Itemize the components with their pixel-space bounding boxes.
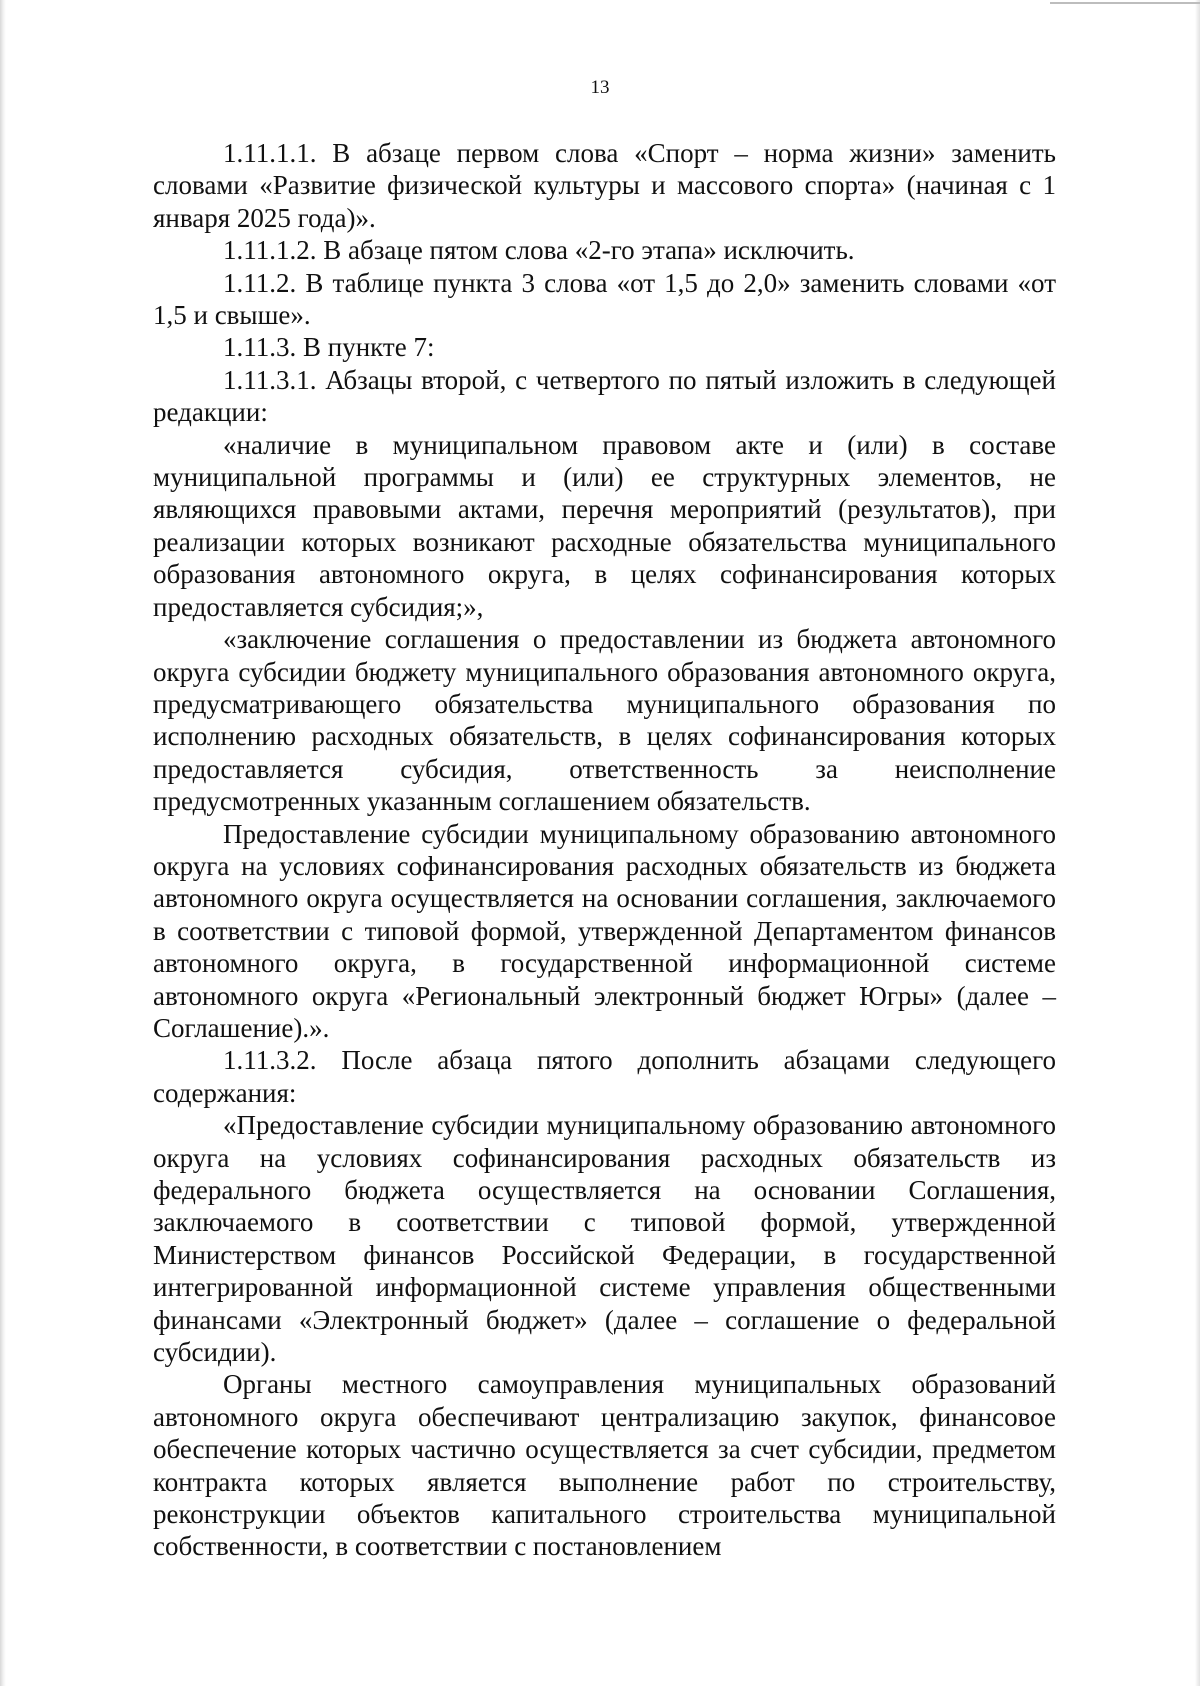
quoted-paragraph-agreement: «заключение соглашения о предоставлении из бюджета автономного округа субсидии бюджету муниципального образования автономного округа, предусматривающего обязательства муниципального образования по исполнению расходных обязательств, в целях софинансирования которых предоставляется субсидия, ответственность за неисполнение предусмотренных указанным соглашением обязательств. xyxy=(153,624,1056,817)
scan-top-edge-mark xyxy=(1050,2,1200,4)
scan-left-edge xyxy=(0,0,6,1686)
quoted-paragraph-subsidy-regional: Предоставление субсидии муниципальному образованию автономного округа на условиях софинансирования расходных обязательств из бюджета автономного округа осуществляется на основании соглашения, заключаемого в соответствии с типовой формой, утвержденной Департаментом финансов автономного округа, в государственной информационной системе автономного округа «Региональный электронный бюджет Югры» (далее – Соглашение).». xyxy=(153,818,1056,1043)
document-body xyxy=(153,137,1056,1563)
quoted-paragraph-procurement: Органы местного самоуправления муниципальных образований автономного округа обеспечивают централизацию закупок, финансовое обеспечение которых частично осуществляется за счет субсидии, предметом контракта которых является выполнение работ по строительству, реконструкции объектов капитального строительства муниципальной собственности, в соответствии с постановлением xyxy=(153,1369,1056,1562)
scan-right-edge xyxy=(1195,0,1200,1686)
paragraph-1-11-2: 1.11.2. В таблице пункта 3 слова «от 1,5 до 2,0» заменить словами «от 1,5 и свыше». xyxy=(153,267,1056,331)
paragraph-1-11-3: 1.11.3. В пункте 7: xyxy=(223,332,435,363)
paragraph-1-11-3-1: 1.11.3.1. Абзацы второй, с четвертого по пятый изложить в следующей редакции: xyxy=(153,364,1056,428)
page-number: 13 xyxy=(590,77,610,98)
paragraph-1-11-3-2: 1.11.3.2. После абзаца пятого дополнить абзацами следующего содержания: xyxy=(153,1045,1056,1108)
quoted-paragraph-subsidy-federal: «Предоставление субсидии муниципальному образованию автономного округа на условиях софинансирования расходных обязательств из федерального бюджета осуществляется на основании Соглашения, заключаемого в соответствии с типовой формой, утвержденной Министерством финансов Российской Федерации, в государственной интегрированной информационной системе управления общественными финансами «Электронный бюджет» (далее – соглашение о федеральной субсидии). xyxy=(153,1110,1056,1368)
paragraph-1-11-1-2: 1.11.1.2. В абзаце пятом слова «2-го этапа» исключить. xyxy=(223,235,855,266)
paragraph-1-11-1-1: 1.11.1.1. В абзаце первом слова «Спорт – норма жизни» заменить словами «Развитие физической культуры и массового спорта» (начиная с 1 января 2025 года)». xyxy=(153,138,1056,233)
quoted-paragraph-availability: «наличие в муниципальном правовом акте и (или) в составе муниципальной программы и (или) ее структурных элементов, не являющихся правовыми актами, перечня мероприятий (результатов), при реализации которых возникают расходные обязательства муниципального образования автономного округа, в целях софинансирования которых предоставляется субсидия;», xyxy=(153,429,1056,622)
